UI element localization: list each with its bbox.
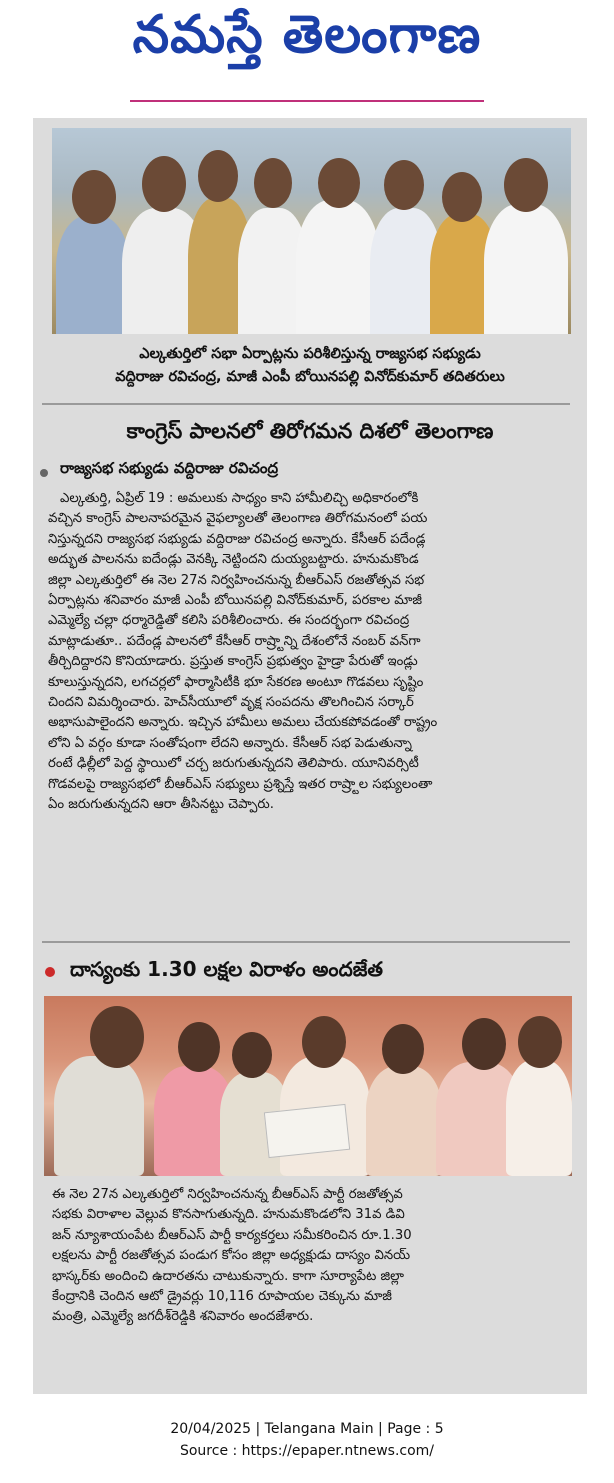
article2-body-line: జన్ న్యూశాయంపేట బీఆర్‌ఎస్ పార్టీ కార్యకర్తలు సమీకరించిన రూ.1.30 (52, 1227, 412, 1243)
article1-body (48, 489, 568, 816)
article1-body-line: లోని ఏ వర్గం కూడా సంతోషంగా లేదని అన్నారు. కేసీఆర్ సభ పెడుతున్నా (48, 735, 412, 751)
article1-subhead: రాజ్యసభ సభ్యుడు వద్దిరాజు రవిచంద్ర (60, 459, 279, 477)
bullet-icon (40, 469, 48, 477)
masthead-rule (130, 100, 484, 102)
article2-body-line: భాస్కర్‌కు అందించి ఉదారతను చాటుకున్నారు. కాగా సూర్యాపేట జిల్లా (52, 1268, 404, 1284)
masthead-logo: నమస్తే తెలంగాణ (132, 4, 482, 65)
divider (42, 403, 570, 405)
article2-body-line: మంత్రి, ఎమ్మెల్యే జగదీశ్‌రెడ్డికి శనివారం అందజేశారు. (52, 1309, 314, 1325)
article2-body-line: లక్షలను పార్టీ రజతోత్సవ పండుగ కోసం జిల్లా అధ్యక్షుడు దాస్యం వినయ్ (52, 1248, 411, 1264)
article2-photo (44, 996, 572, 1176)
article1-body-line: వచ్చిన కాంగ్రెస్ పాలనాపరమైన వైఫల్యాలతో తెలంగాణ తిరోగమనంలో పయ (48, 511, 428, 527)
article1-body-line: తీర్చిదిద్దారని కొనియాడారు. ప్రస్తుత కాంగ్రెస్ ప్రభుత్వం హైడ్రా పేరుతో ఇండ్లు (48, 654, 418, 670)
article1-photo (52, 128, 571, 334)
footer-source: Source : https://epaper.ntnews.com/ (179, 1443, 435, 1459)
article1-body-line: అద్భుత పాలనను ఐదేండ్లు వెనక్కి నెట్టిందని దుయ్యబట్టారు. హనుమకొండ (48, 552, 419, 568)
divider (42, 941, 570, 943)
article1-body-line: రంటే ఢిల్లీలో పెద్ద స్థాయిలో చర్చ జరుగుతున్నదని తెలిపారు. యూనివర్సిటీ (48, 756, 419, 772)
article1-body-line: ఏర్పాట్లను శనివారం మాజీ ఎంపీ బోయినపల్లి వినోద్‌కుమార్, పరకాల మాజీ (48, 593, 423, 609)
footer-date-page: 20/04/2025 | Telangana Main | Page : 5 (170, 1421, 444, 1437)
article2-body (52, 1185, 576, 1328)
article1-body-line: కూలుస్తున్నదని, లగచర్లలో ఫార్మాసిటీకి భూ సేకరణ అంటూ గొడవలు సృష్టిం (48, 674, 424, 690)
article2-body-line: ఈ నెల 27న ఎల్కతుర్తిలో నిర్వహించనున్న బీఆర్‌ఎస్ పార్టీ రజతోత్సవ (52, 1187, 403, 1202)
article1-body-line: అభాసుపాలైందని అన్నారు. ఇచ్చిన హామీలు అమలు చేయకపోవడంతో రాష్ట్రం (48, 715, 438, 731)
article1-body-line: ఎమ్మెల్యే చల్లా ధర్మారెడ్డితో కలిసి పరిశీలించారు. ఈ సందర్భంగా రవిచంద్ర (48, 613, 410, 629)
article1-body-line: గొడవలపై రాజ్యసభలో బీఆర్‌ఎస్ సభ్యులు ప్రశ్నిస్తే ఇతర రాష్ర్టాల సభ్యులంతా (48, 776, 433, 792)
article1-body-line: ఏం జరుగుతున్నదని ఆరా తీసినట్టు చెప్పారు. (48, 797, 274, 813)
article1-photo-caption-line2: వద్దిరాజు రవిచంద్ర, మాజీ ఎంపీ బోయినపల్లి వినోద్‌కుమార్ తదితరులు (115, 369, 505, 385)
article1-body-line: చిందని విమర్శించారు. హెచ్‌సీయూలో వృక్ష సంపదను తొలగించిన సర్కార్ (48, 695, 414, 711)
article1-headline: కాంగ్రెస్ పాలనలో తిరోగమన దిశలో తెలంగాణ (126, 419, 494, 443)
masthead (0, 0, 614, 110)
article1-body-line: ఎల్కతుర్తి, ఏప్రిల్ 19 : అమలుకు సాధ్యం కాని హామీలిచ్చి అధికారంలోకి (60, 491, 419, 506)
article2-headline: దాస్యంకు 1.30 లక్షల విరాళం అందజేత (70, 957, 383, 981)
article1-body-line: నిస్తున్నదని రాజ్యసభ సభ్యుడు వద్దిరాజు రవిచంద్ర అన్నారు. కేసీఆర్ పదేండ్ల (48, 531, 426, 547)
article1-body-line: మాట్లాడుతూ.. పదేండ్ల పాలనలో కేసీఆర్ రాష్ర్టాన్ని దేశంలోనే నంబర్ వన్‌గా (48, 633, 421, 649)
article1-photo-caption-line1: ఎల్కతుర్తిలో సభా ఏర్పాట్లను పరిశీలిస్తున్న రాజ్యసభ సభ్యుడు (139, 346, 481, 362)
article1-body-line: జిల్లా ఎల్కతుర్తిలో ఈ నెల 27న నిర్వహించనున్న బీఆర్‌ఎస్ రజతోత్సవ సభ (48, 572, 425, 588)
article2-body-line: కేంద్రానికి చెందిన ఆటో డ్రైవర్లు 10,116 రూపాయల చెక్కును మాజీ (52, 1289, 392, 1305)
bullet-icon (45, 967, 55, 977)
article2-body-line: సభకు విరాళాల వెల్లువ కొనసాగుతున్నది. హనుమకొండలోని 31వ డివి (52, 1207, 405, 1223)
